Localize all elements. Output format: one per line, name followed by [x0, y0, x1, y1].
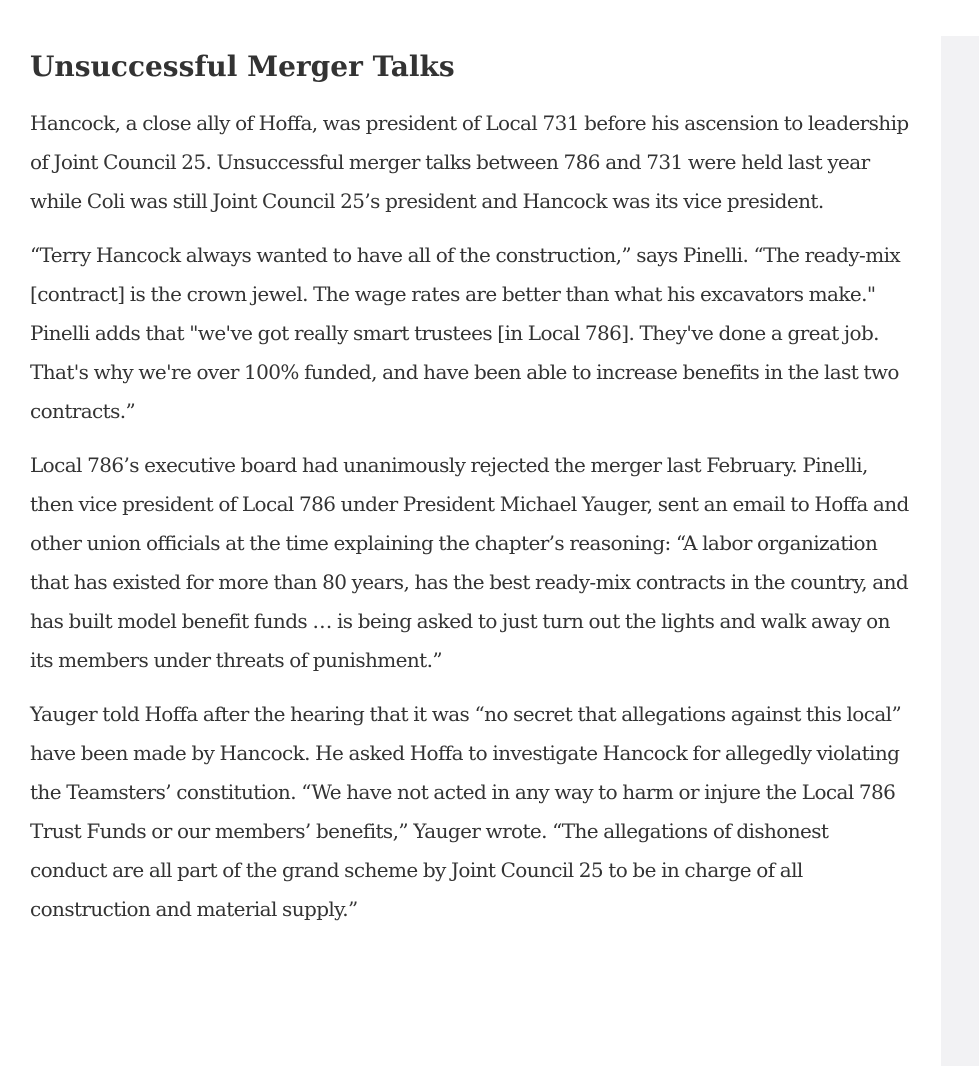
section-heading: Unsuccessful Merger Talks [30, 50, 455, 83]
right-sidebar-panel [941, 36, 979, 1066]
article-paragraph: “Terry Hancock always wanted to have all of the construction,” says Pinelli. “The ready-mix [contract] is the crown jewel. The wage rates are better than what his excavators make." Pinelli adds that "we've got really smart trustees [in Local 786]. They've done a great job. That's why we're over 100% funded, and have been able to increase benefits in the last two contracts.” [30, 243, 901, 423]
article-paragraph: Hancock, a close ally of Hoffa, was president of Local 731 before his ascension to leadership of Joint Council 25. Unsuccessful merger talks between 786 and 731 were held last year while Coli was still Joint Council 25’s president and Hancock was its vice president. [30, 111, 909, 213]
article-paragraph: Local 786’s executive board had unanimously rejected the merger last February. Pinelli, then vice president of Local 786 under President Michael Yauger, sent an email to Hoffa and other union officials at the time explaining the chapter’s reasoning: “A labor organization that has existed for more than 80 years, has the best ready-mix contracts in the country, and has built model benefit funds … is being asked to just turn out the lights and walk away on its members under threats of punishment.” [30, 453, 909, 672]
article-paragraph: Yauger told Hoffa after the hearing that it was “no secret that allegations against this local” have been made by Hancock. He asked Hoffa to investigate Hancock for allegedly violating the Teamsters’ constitution. “We have not acted in any way to harm or injure the Local 786 Trust Funds or our members’ benefits,” Yauger wrote. “The allegations of dishonest conduct are all part of the grand scheme by Joint Council 25 to be in charge of all construction and material supply.” [30, 702, 902, 921]
article [30, 44, 910, 944]
